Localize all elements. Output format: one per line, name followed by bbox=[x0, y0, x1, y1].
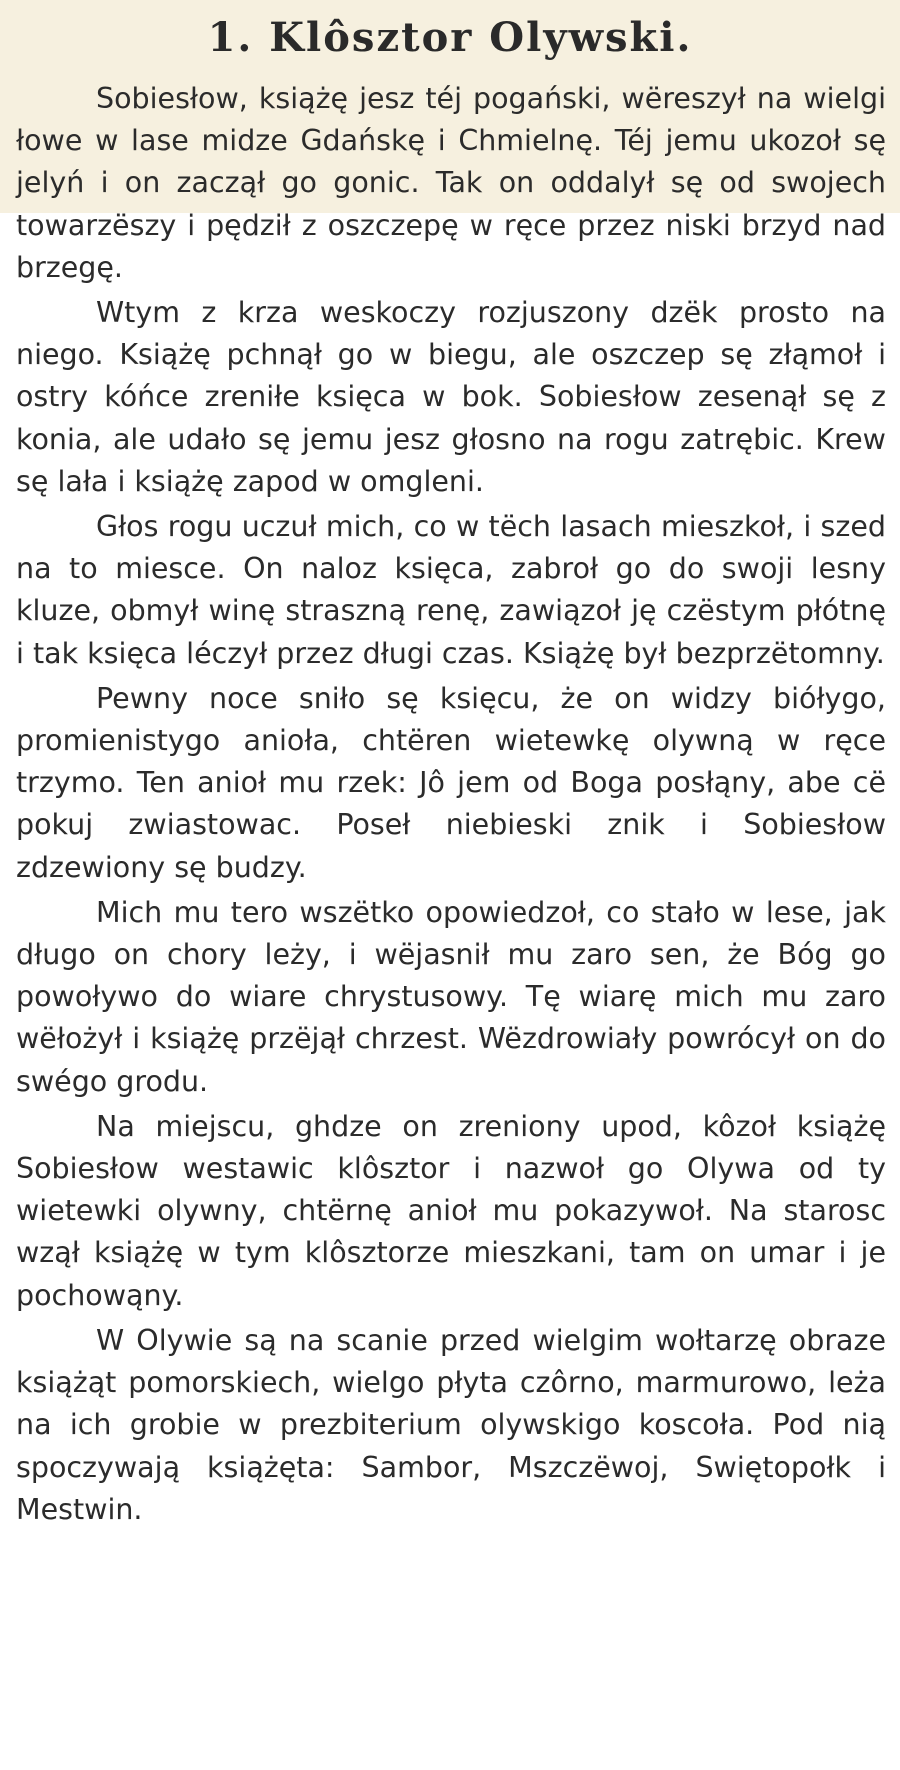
paragraph-3: Głos rogu uczuł mich, co w tëch lasach mieszkoł, i szed na to miesce. On naloz księca, zabroł go do swoji lesny kluze, obmył winę straszną renę, zawiązoł ję czëstym płótnę i tak księca léczył przez długi czas. Książę był bezprzëtomny. bbox=[16, 510, 886, 670]
body-text bbox=[16, 78, 886, 1531]
paragraph-2: Wtym z krza weskoczy rozjuszony dzëk prosto na niego. Książę pchnął go w biegu, ale oszczep sę złąmoł i ostry kóńce zreniłe księca w bok. Sobiesłow zesenął sę z konia, ale udało sę jemu jesz głosno na rogu zatrębic. Krew sę lała i książę zapod w omgleni. bbox=[16, 296, 886, 498]
paragraph-5: Mich mu tero wszëtko opowiedzoł, co stało w lese, jak długo on chory leży, i wëjasnił mu zaro sen, że Bóg go powoływo do wiare chrystusowy. Tę wiarę mich mu zaro wëłożył i książę przëjął chrzest. Wëzdrowiały powrócył on do swégo grodu. bbox=[16, 895, 886, 1098]
paragraph-6: Na miejscu, ghdze on zreniony upod, kôzoł książę Sobiesłow westawic klôsztor i nazwoł go Olywa od ty wietewki olywny, chtërnę anioł mu pokazywoł. Na starosc wzął książę w tym klôsztorze mieszkani, tam on umar i je pochowąny. bbox=[16, 1109, 886, 1312]
paragraph-7: W Olywie są na scanie przed wielgim wołtarzę obraze książąt pomorskiech, wielgo płyta czôrno, marmurowo, leża na ich grobie w prezbiterium olywskigo koscoła. Pod nią spoczywają książęta: Sambor, Mszczëwoj, Swiętopołk i Mestwin. bbox=[16, 1323, 886, 1526]
paragraph-4: Pewny noce sniło sę księcu, że on widzy biółygo, promienistygo anioła, chtëren wietewkę olywną w ręce trzymo. Ten anioł mu rzek: Jô jem od Boga posłąny, abe cë pokuj zwiastowac. Poseł niebieski znik i Sobiesłow zdzewiony sę budzy. bbox=[16, 681, 886, 884]
paragraph-1: Sobiesłow, książę jesz téj pogański, wëreszył na wielgi łowe w lase midze Gdańskę i Chmielnę. Téj jemu ukozoł sę jelyń i on zaczął go gonic. Tak on oddalył sę od swojech towarzëszy i pędził z oszczepę w ręce przez niski brzyd nad brzegę. bbox=[16, 82, 886, 284]
page-title: 1. Klôsztor Olywski. bbox=[207, 14, 693, 61]
